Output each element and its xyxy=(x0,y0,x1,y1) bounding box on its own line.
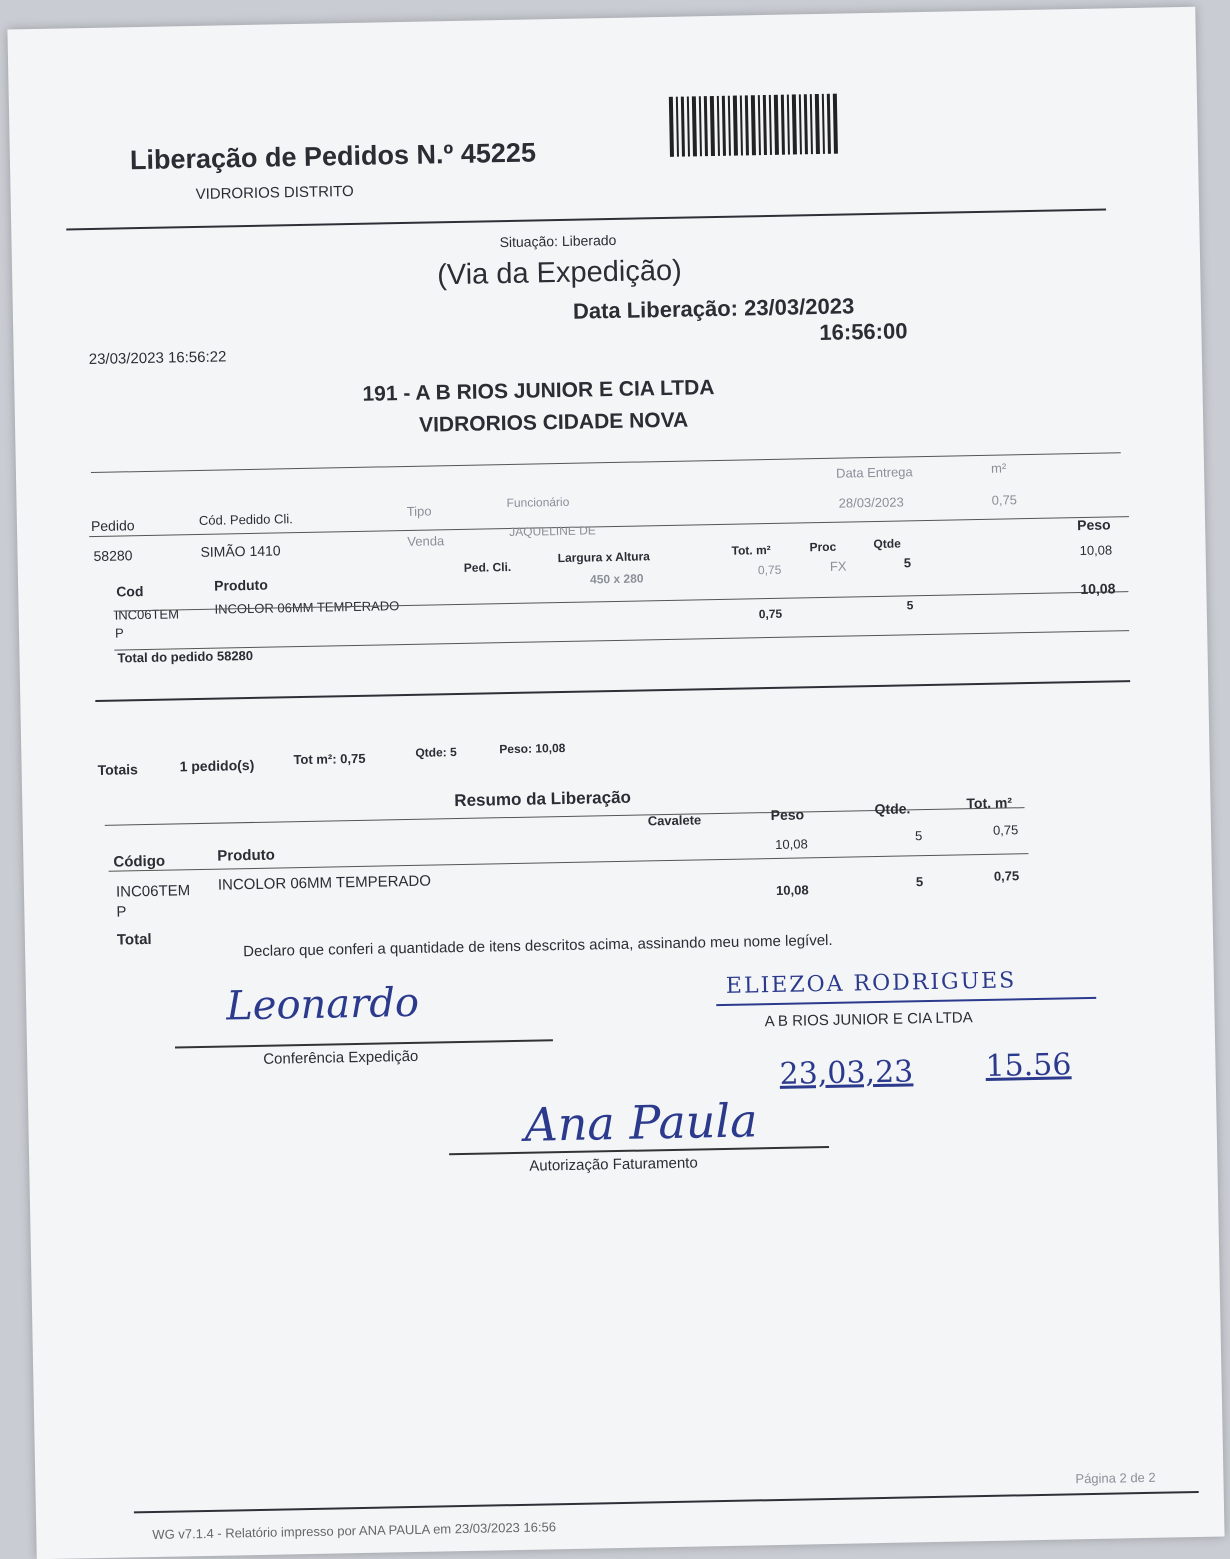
company-name: VIDRORIOS DISTRITO xyxy=(195,182,354,203)
resumo-row-codigo-line1: INC06TEM xyxy=(115,882,191,901)
item-header-produto: Produto xyxy=(213,576,268,594)
document-sheet xyxy=(7,7,1224,1559)
situacao: Situação: Liberado xyxy=(499,231,617,251)
item-header-tot-m2: Tot. m² xyxy=(731,542,771,558)
resumo-title: Resumo da Liberação xyxy=(454,787,632,811)
order-data-entrega: 28/03/2023 xyxy=(838,494,904,511)
order-total-label: Total do pedido 58280 xyxy=(117,647,254,666)
via-label: (Via da Expedição) xyxy=(436,254,682,292)
subtotal-tot-m2: 0,75 xyxy=(758,606,783,622)
item-qtde: 5 xyxy=(903,555,912,571)
resumo-header-peso: Peso xyxy=(770,806,805,824)
item-cod-line2: P xyxy=(114,625,124,641)
item-cod-line1: INC06TEM xyxy=(114,606,180,623)
item-header-proc: Proc xyxy=(809,539,837,555)
resumo-row-peso: 10,08 xyxy=(775,836,808,852)
resumo-total-peso: 10,08 xyxy=(775,882,809,898)
header-m2: m² xyxy=(990,460,1007,476)
resumo-header-tot-m2: Tot. m² xyxy=(966,794,1013,812)
totals-label: Totais xyxy=(97,761,139,778)
item-dimensoes: 450 x 280 xyxy=(589,571,644,587)
footer-printed-by: WG v7.1.4 - Relatório impresso por ANA PAULA em 23/03/2023 16:56 xyxy=(152,1519,557,1543)
conferencia-signature: Leonardo xyxy=(225,979,420,1030)
order-top-divider xyxy=(91,452,1121,476)
header-divider xyxy=(66,208,1106,230)
client-sig-label: A B RIOS JUNIOR E CIA LTDA xyxy=(764,1009,973,1031)
autorizacao-signature: Ana Paula xyxy=(524,1093,758,1152)
totals-peso: Peso: 10,08 xyxy=(499,740,566,757)
barcode xyxy=(669,94,841,157)
order-tipo: Venda xyxy=(407,533,445,549)
item-proc: FX xyxy=(829,558,847,574)
totals-tot-m2: Tot m²: 0,75 xyxy=(293,750,366,768)
totals-pedidos: 1 pedido(s) xyxy=(179,756,255,775)
resumo-total-tot-m2: 0,75 xyxy=(993,868,1020,884)
item-header-ped-cli: Ped. Cli. xyxy=(463,559,512,575)
order-total-divider xyxy=(114,630,1129,650)
autorizacao-label: Autorização Faturamento xyxy=(529,1154,698,1175)
resumo-header-cavalete: Cavalete xyxy=(647,812,702,829)
header-peso: Peso xyxy=(1076,516,1111,534)
handwritten-time: 15.56 xyxy=(985,1047,1072,1084)
resumo-header-produto: Produto xyxy=(217,846,275,865)
footer-divider xyxy=(134,1491,1199,1513)
header-cod-pedido-cli: Cód. Pedido Cli. xyxy=(198,511,293,528)
item-header-cod: Cod xyxy=(116,583,144,600)
item-header-qtde: Qtde xyxy=(873,536,901,552)
client-signature: ELIEZOA RODRIGUES xyxy=(725,968,1017,999)
item-header-largura-altura: Largura x Altura xyxy=(557,549,651,566)
item-produto: INCOLOR 06MM TEMPERADO xyxy=(214,598,400,617)
client-sig-underline xyxy=(716,997,1096,1006)
resumo-row-tot-m2: 0,75 xyxy=(992,822,1019,838)
declaration: Declaro que conferi a quantidade de itens descritos acima, assinando meu nome legível. xyxy=(243,931,833,961)
item-peso: 10,08 xyxy=(1079,542,1113,559)
client-store: VIDRORIOS CIDADE NOVA xyxy=(418,408,689,437)
data-liberacao: Data Liberação: 23/03/2023 xyxy=(572,293,855,324)
resumo-row-produto: INCOLOR 06MM TEMPERADO xyxy=(217,872,432,894)
hora-liberacao: 16:56:00 xyxy=(819,318,908,346)
conferencia-line xyxy=(175,1039,553,1048)
resumo-row-codigo-line2: P xyxy=(116,903,127,921)
header-data-entrega: Data Entrega xyxy=(835,464,913,481)
order-m2: 0,75 xyxy=(991,492,1018,508)
resumo-header-qtde: Qtde. xyxy=(874,800,911,818)
resumo-header-codigo: Código xyxy=(113,852,166,871)
conferencia-label: Conferência Expedição xyxy=(263,1047,419,1068)
order-bottom-divider xyxy=(95,680,1130,702)
order-pedido: 58280 xyxy=(93,547,133,564)
header-funcionario: Funcionário xyxy=(506,494,570,511)
header-pedido: Pedido xyxy=(90,517,135,535)
subtotal-qtde: 5 xyxy=(906,598,914,613)
resumo-row-qtde: 5 xyxy=(914,828,923,844)
footer-page: Página 2 de 2 xyxy=(1075,1469,1156,1487)
resumo-total-qtde: 5 xyxy=(915,874,924,890)
order-cod-pedido-cli: SIMÃO 1410 xyxy=(200,542,281,560)
item-tot-m2: 0,75 xyxy=(757,562,782,578)
document-title: Liberação de Pedidos N.º 45225 xyxy=(129,137,537,176)
printed-datetime: 23/03/2023 16:56:22 xyxy=(88,348,227,369)
order-funcionario: JAQUELINE DE xyxy=(509,523,596,540)
totals-qtde: Qtde: 5 xyxy=(415,745,457,760)
subtotal-peso: 10,08 xyxy=(1080,580,1116,598)
client-name: 191 - A B RIOS JUNIOR E CIA LTDA xyxy=(362,376,715,406)
header-tipo: Tipo xyxy=(406,503,432,519)
resumo-total-label: Total xyxy=(116,930,152,949)
handwritten-date: 23,03,23 xyxy=(779,1054,914,1092)
